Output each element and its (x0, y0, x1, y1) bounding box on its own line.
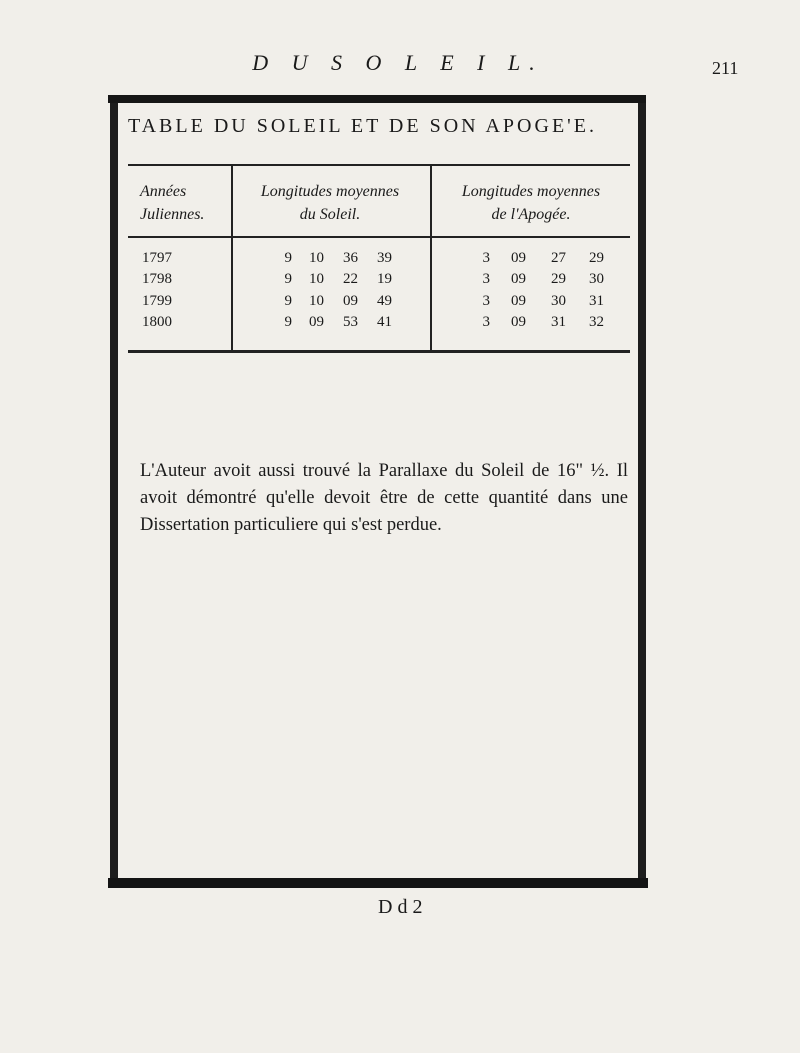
sun-cell: 9 (284, 271, 292, 287)
sun-cell: 49 (377, 293, 392, 309)
header-annees-line2: Juliennes. (140, 206, 205, 223)
sun-cell: 36 (343, 250, 358, 266)
sun-cell: 53 (343, 314, 358, 330)
table-rule-top (128, 164, 630, 166)
apogee-cell: 3 (482, 314, 490, 330)
apogee-cell: 09 (511, 293, 526, 309)
top-border (108, 95, 646, 103)
apogee-cell: 09 (511, 250, 526, 266)
year-cell: 1800 (142, 314, 172, 330)
table-rule-header (128, 236, 630, 238)
sun-cell: 10 (309, 271, 324, 287)
sun-cell: 09 (309, 314, 324, 330)
apogee-cell: 3 (482, 293, 490, 309)
column-divider (231, 166, 233, 352)
apogee-cell: 09 (511, 314, 526, 330)
sun-cell: 39 (377, 250, 392, 266)
table-title: TABLE DU SOLEIL ET DE SON APOGE'E. (128, 115, 597, 137)
apogee-cell: 31 (551, 314, 566, 330)
left-border (110, 103, 118, 888)
year-cell: 1799 (142, 293, 172, 309)
body-paragraph: L'Auteur avoit aussi trouvé la Parallaxe du Soleil de 16" ½. Il avoit démontré qu'elle devoit être de cette quantité dans une Dissertation particuliere qui s'est perdue. (140, 461, 628, 535)
apogee-cell: 29 (589, 250, 604, 266)
signature-mark: D d 2 (378, 896, 423, 918)
sun-cell: 09 (343, 293, 358, 309)
header-annees (128, 180, 240, 226)
header-apogee-line2: de l'Apogée. (491, 206, 571, 223)
sun-cell: 9 (284, 250, 292, 266)
sun-cell: 41 (377, 314, 392, 330)
column-divider (430, 166, 432, 352)
year-cell: 1798 (142, 271, 172, 287)
header-annees-line1: Années (140, 183, 187, 200)
apogee-cell: 09 (511, 271, 526, 287)
header-apogee-line1: Longitudes moyennes (461, 183, 601, 200)
bottom-border (108, 878, 648, 888)
sun-cell: 19 (377, 271, 392, 287)
sun-cell: 9 (284, 314, 292, 330)
sun-cell: 9 (284, 293, 292, 309)
apogee-cell: 30 (589, 271, 604, 287)
table-rule-bottom (128, 350, 630, 353)
header-soleil (232, 180, 428, 226)
sun-cell: 22 (343, 271, 358, 287)
apogee-cell: 3 (482, 250, 490, 266)
right-border (638, 103, 646, 888)
apogee-cell: 31 (589, 293, 604, 309)
year-cell: 1797 (142, 250, 172, 266)
header-apogee (432, 180, 630, 226)
header-soleil-line2: du Soleil. (299, 206, 361, 223)
apogee-cell: 30 (551, 293, 566, 309)
running-head: D U S O L E I L. (252, 50, 544, 75)
apogee-cell: 27 (551, 250, 566, 266)
page-number: 211 (712, 58, 739, 78)
apogee-cell: 29 (551, 271, 566, 287)
apogee-cell: 3 (482, 271, 490, 287)
header-soleil-line1: Longitudes moyennes (260, 183, 400, 200)
sun-cell: 10 (309, 250, 324, 266)
apogee-cell: 32 (589, 314, 604, 330)
sun-cell: 10 (309, 293, 324, 309)
